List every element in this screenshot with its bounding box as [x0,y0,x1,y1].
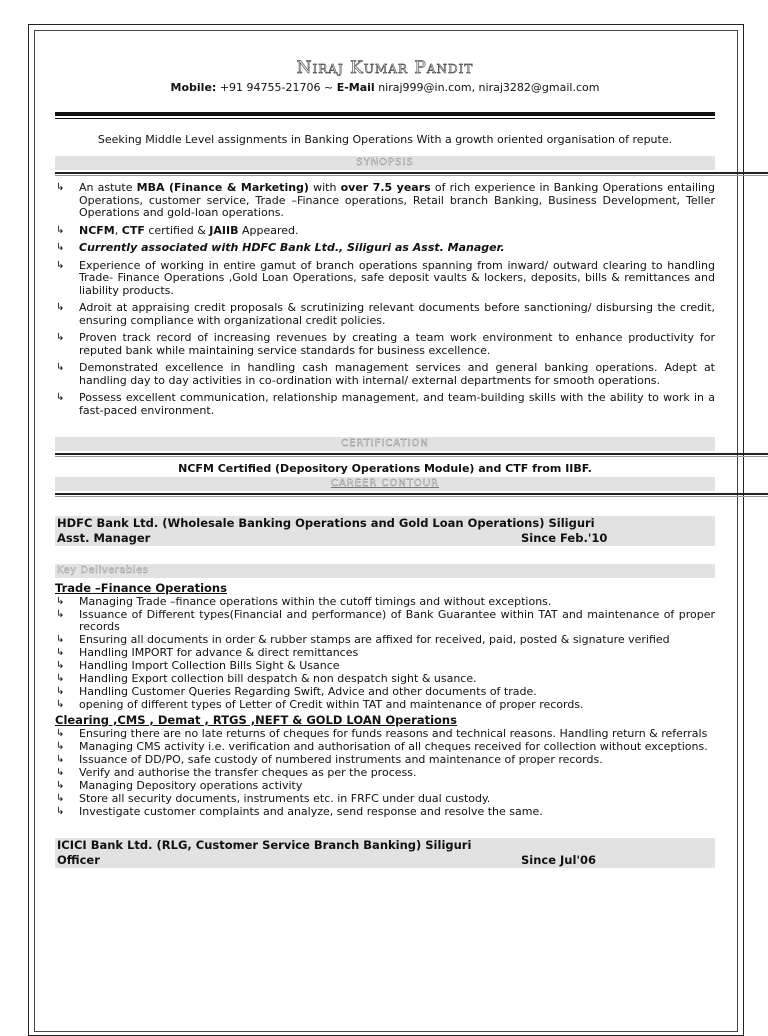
job-header-hdfc [55,516,715,546]
synopsis-list [55,182,715,417]
arrow-bullet-icon: ↳ [56,660,65,671]
mobile-value: +91 94755-21706 ~ [219,81,334,94]
job-role: Asst. Manager [57,531,151,545]
list-item: ↳ Handling IMPORT for advance & direct remittances [56,646,359,659]
list-item: ↳ Currently associated with HDFC Bank Ltd., Siliguri as Asst. Manager. [56,241,505,254]
key-deliverables-heading: Key Deliverables [55,564,715,578]
certification-heading: CERTIFICATION [55,437,715,451]
trade-list [55,596,715,711]
arrow-bullet-icon: ↳ [56,754,65,765]
clearing-list [55,728,715,818]
list-item: ↳ Possess excellent communication, relationship management, and team-building skills with the ability to work in a fast-paced environment. [56,391,715,417]
certification-text: NCFM Certified (Depository Operations Module) and CTF from IIBF. [178,462,592,475]
section-divider [55,493,715,498]
list-item: ↳ Demonstrated excellence in handling cash management services and general banking operations. Adept at handling day to day activities in co-ordination with internal/ external departments for smooth operations. [56,361,715,387]
objective: Seeking Middle Level assignments in Banking Operations With a growth oriented organisation of repute. [97,133,673,146]
header-rule-thick [55,112,715,116]
career-heading: CAREER CONTOUR [55,477,715,491]
arrow-bullet-icon: ↳ [56,596,65,607]
list-item: ↳ Issuance of DD/PO, safe custody of numbered instruments and maintenance of proper records. [56,753,603,766]
list-item: ↳ Handling Export collection bill despatch & non despatch sight & usance. [56,672,477,685]
arrow-bullet-icon: ↳ [56,793,65,804]
company-name: ICICI Bank Ltd. (RLG, Customer Service Branch Banking) Siliguri [57,838,472,852]
candidate-name: Niraj Kumar Pandit [296,58,474,78]
email-label: E-Mail [336,81,375,94]
list-item: ↳ Managing CMS activity i.e. verification and authorisation of all cheques received for collection without exceptions. [56,740,708,753]
list-item: ↳ Ensuring all documents in order & rubber stamps are affixed for received, paid, posted & signature verified [56,633,670,646]
trade-heading: Trade –Finance Operations [55,581,227,595]
list-item: ↳ Managing Trade –finance operations within the cutoff timings and without exceptions. [56,595,552,608]
arrow-bullet-icon: ↳ [56,242,65,253]
header-rule-thin [55,118,715,119]
list-item: ↳ opening of different types of Letter of Credit within TAT and maintenance of proper records. [56,698,584,711]
arrow-bullet-icon: ↳ [56,224,65,236]
company-name: HDFC Bank Ltd. (Wholesale Banking Operations and Gold Loan Operations) Siliguri [57,516,595,530]
mobile-label: Mobile: [170,81,217,94]
arrow-bullet-icon: ↳ [56,647,65,658]
list-item: ↳ Verify and authorise the transfer cheques as per the process. [56,766,417,779]
arrow-bullet-icon: ↳ [56,332,65,343]
arrow-bullet-icon: ↳ [56,634,65,645]
arrow-bullet-icon: ↳ [56,686,65,697]
arrow-bullet-icon: ↳ [56,392,65,403]
list-item: ↳ Adroit at appraising credit proposals & scrutinizing relevant documents before sanctioning/ disbursing the credit, ensuring compliance with organizational credit policies. [56,301,715,327]
arrow-bullet-icon: ↳ [56,302,65,313]
arrow-bullet-icon: ↳ [56,259,65,271]
clearing-heading: Clearing ,CMS , Demat , RTGS ,NEFT & GOLD LOAN Operations [55,713,457,727]
list-item: ↳ Issuance of Different types(Financial and performance) of Bank Guarantee within TAT and maintenance of proper records [56,608,715,633]
arrow-bullet-icon: ↳ [56,806,65,817]
list-item: ↳ Managing Depository operations activity [56,779,303,792]
resume [55,58,715,868]
list-item: ↳ Proven track record of increasing revenues by creating a team work environment to enhance productivity for reputed bank while maintaining service standards for business excellence. [56,331,715,357]
job-header-icici [55,838,715,868]
email-value: niraj999@in.com, niraj3282@gmail.com [378,81,600,94]
arrow-bullet-icon: ↳ [56,780,65,791]
arrow-bullet-icon: ↳ [56,609,65,620]
list-item: ↳ An astute MBA (Finance & Marketing) with over 7.5 years of rich experience in Banking Operations entailing Operations, customer service, Trade –Finance operations, Retail branch Banking, Business Development, Teller Operations and gold-loan operations. [56,181,716,219]
list-item: ↳ Handling Customer Queries Regarding Swift, Advice and other documents of trade. [56,685,537,698]
arrow-bullet-icon: ↳ [56,362,65,373]
list-item: ↳ NCFM, CTF certified & JAIIB Appeared. [56,223,299,237]
list-item: ↳ Ensuring there are no late returns of cheques for funds reasons and technical reasons. Handling return & referrals [56,727,708,740]
arrow-bullet-icon: ↳ [56,728,65,739]
contact-line [55,81,715,94]
list-item: ↳ Handling Import Collection Bills Sight & Usance [56,659,340,672]
arrow-bullet-icon: ↳ [56,699,65,710]
list-item: ↳ Investigate customer complaints and analyze, send response and resolve the same. [56,805,543,818]
list-item: ↳ Experience of working in entire gamut of branch operations spanning from inward/ outward clearing to handling Trade- Finance Operations ,Gold Loan Operations, safe deposit vaults & lockers, deposits, bills & remittances and liability products. [56,258,715,297]
job-role: Officer [57,853,100,867]
section-divider [55,172,715,177]
arrow-bullet-icon: ↳ [56,673,65,684]
job-since: Since Jul'06 [521,853,596,867]
arrow-bullet-icon: ↳ [56,767,65,778]
list-item: ↳ Store all security documents, instruments etc. in FRFC under dual custody. [56,792,491,805]
job-since: Since Feb.'10 [521,531,608,545]
arrow-bullet-icon: ↳ [56,182,65,193]
arrow-bullet-icon: ↳ [56,741,65,752]
synopsis-heading: SYNOPSIS [55,156,715,170]
section-divider [55,453,715,458]
